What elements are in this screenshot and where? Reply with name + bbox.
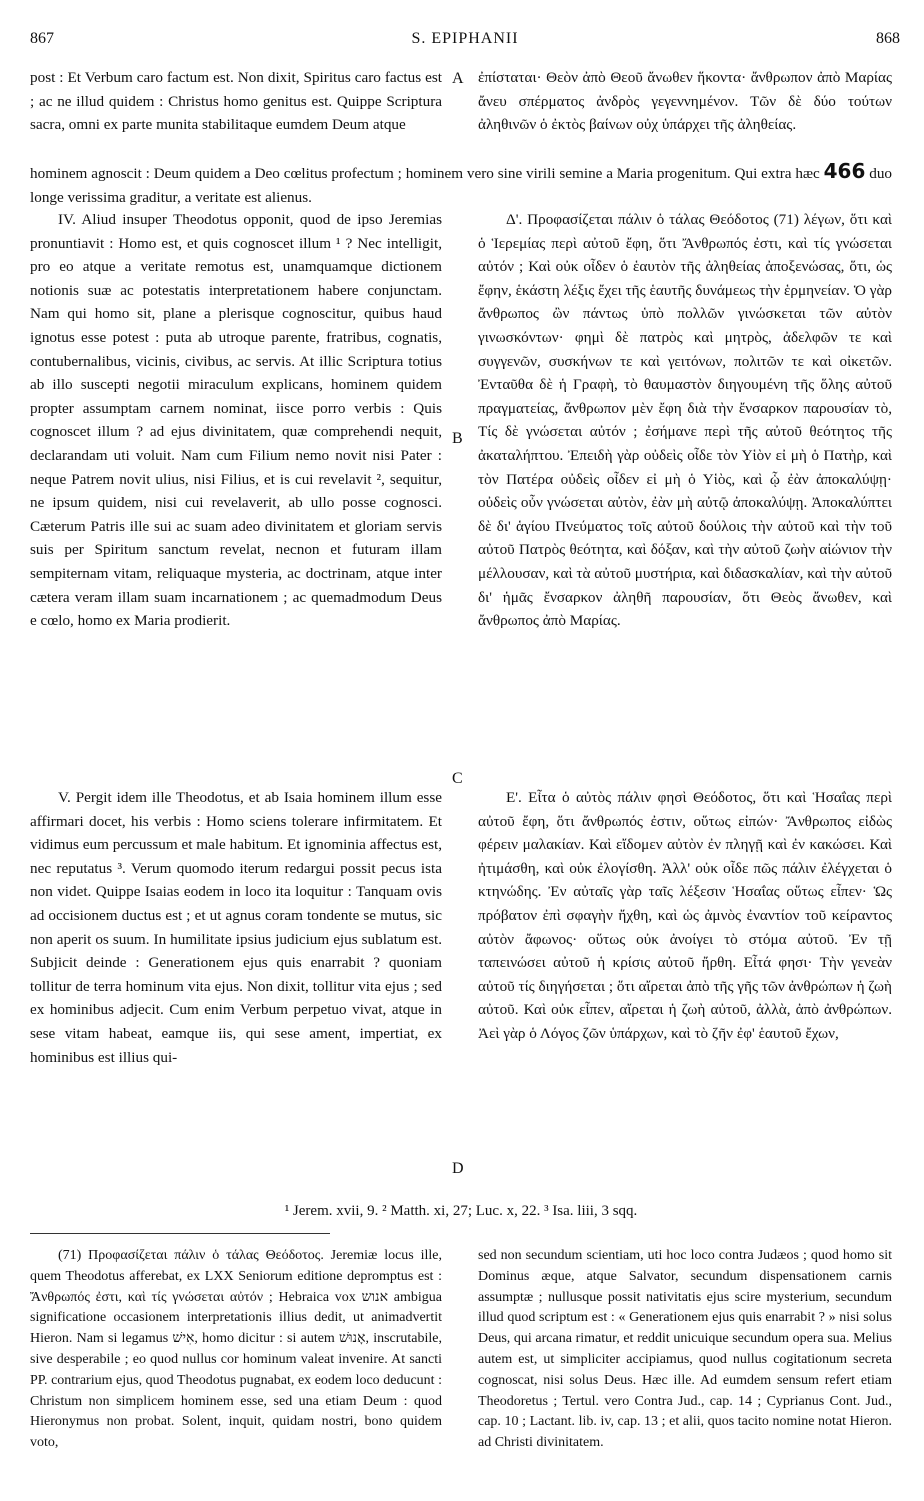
running-title: S. EPIPHANII [411,30,519,47]
latin-section-4-paragraph: IV. Aliud insuper Theodotus opponit, quod de ipso Jeremias pronuntiavit : Homo est, et quis cognoscet illum ¹ ? Nec intelligit, pro eo atque a veritate remotus est, unamquamque dictionem notionis suæ ac potestatis interpretationem habere conjunctam. Nam qui homo sit, plane a plerisque cognoscitur, quibus haud ignotus esse potest : puta ab utroque parente, fratribus, cognatis, contubernalibus, vicinis, civibus, ac servis. At illic Scriptura totius ab illo suscepti negotii miraculum explicans, hominem quidem propter assumptam carnem nominat, iisce porro verbis : Quis cognoscet illum ? ad ejus divinitatem, quæ comprehendi nequit, declarandam uti voluit. Nam cum Filium nemo novit nisi Pater : neque Patrem novit ulius, nisi Filius, et is cui revelavit ², sequitur, ne ipsum quidem, nisi cui revelaverit, ab ullo posse cognosci. Cæterum Patris ille sui ac suam adeo divinitatem et gloriam servis suis per Spiritum sanctum revelat, necnon et futuram illam sempiternam vitam, reliquaque mysteria, ac doctrinam, atque inter cætera veram illam suam incarnationem ; ac quemadmodum Deus e cœlo, homo ex Maria prodierit. [30,211,442,630]
page-number-left: 867 [30,30,54,47]
page-number-right: 868 [876,30,900,47]
greek-section-4 [478,208,892,633]
editor-note-left [30,1246,442,1454]
greek-top-text [478,66,892,137]
scripture-footnotes: ¹ Jerem. xvii, 9. ² Matth. xi, 27; Luc. x, 22. ³ Isa. liii, 3 sqq. [284,1203,638,1219]
greek-section-5 [478,786,892,1046]
greek-section-5-paragraph: Ε'. Εἶτα ὁ αὐτὸς πάλιν φησὶ Θεόδοτος, ὅτι καὶ Ἡσαΐας περὶ αὐτοῦ ἔφη, ὅτι ἄνθρωπός ἐστιν, οὕτως εἰπών· Ἄνθρωπος εἰδὼς φέρειν μαλακίαν. Καὶ εἴδομεν αὐτὸν ἐν πληγῇ καὶ ἐν κακώσει. Καὶ ἠτιμάσθη, καὶ οὐκ ἐλογίσθη. Ἀλλ' οὐκ οἶδε πῶς πάλιν ἐλέγχεται ὁ κτηνώδης. Ἐν αὐταῖς γὰρ ταῖς λέξεσιν Ἡσαΐας οὕτως εἶπεν· Ὡς πρόβατον ἐπὶ σφαγὴν ἤχθη, καὶ ὡς ἀμνὸς ἐναντίον τοῦ κείραντος αὐτὸν ἄφωνος· οὕτως οὐκ ἀνοίγει τὸ στόμα αὐτοῦ. Ἐν τῇ ταπεινώσει αὐτοῦ ἡ κρίσις αὐτοῦ ἤρθη. Εἶτά φησι· Τὴν γενεὰν αὐτοῦ τίς διηγήσεται ; ὅτι αἴρεται ἀπὸ τῆς γῆς τῶν ἀνθρώπων ἡ ζωὴ αὐτοῦ. Καὶ οὐκ εἶπεν, αἴρεται ἡ ζωὴ αὐτοῦ, ἀλλὰ, ἀπὸ ἀνθρώπων. Ἀεὶ γὰρ ὁ Λόγος ζῶν ὑπάρχων, καὶ τὸ ζῆν ἐφ' ἑαυτοῦ ἔχων, [478,789,892,1042]
greek-top-paragraph: ἐπίσταται· Θεὸν ἀπὸ Θεοῦ ἄνωθεν ἥκοντα· ἄνθρωπον ἀπὸ Μαρίας ἄνευ σπέρματος ἀνδρὸς γεγεννημένον. Τῶν δὲ δύο τούτων ἀληθινῶν ὁ ἐκτὸς βαίνων οὐχ ὑπάρχει τῆς ἀληθείας. [478,69,892,134]
latin-section-4 [30,208,442,633]
full-width-line [30,160,892,209]
margin-letter-b: B [452,430,463,447]
full-line-before: hominem agnoscit : Deum quidem a Deo cœlitus profectum ; hominem vero sine virili semine a Maria progenitum. Qui extra hæc [30,165,820,182]
latin-section-5 [30,786,442,1069]
greek-section-4-paragraph: Δ'. Προφασίζεται πάλιν ὁ τάλας Θεόδοτος (71) λέγων, ὅτι καὶ ὁ Ἱερεμίας περὶ αὐτοῦ ἔφη, ὅτι Ἄνθρωπός ἐστι, καὶ τίς γνώσεται αὐτόν ; Καὶ οὐκ οἶδεν ὁ ἑαυτὸν τῆς ἀληθείας ἀποξενώσας, ὅτι, ὡς ἔφην, ἑκάστη λέξις ἔχει τῆς ἑαυτῆς δυνάμεως τὴν ἑρμηνείαν. Ὁ γὰρ ἄνθρωπος ὢν πάντως ὑπὸ πολλῶν γινώσκεται τῶν αὐτὸν γινωσκόντων· φημὶ δὲ πατρὸς καὶ μητρὸς, ἀδελφῶν τε καὶ συγγενῶν, συσκήνων τε καὶ γειτόνων, πολιτῶν τε καὶ οἰκετῶν. Ἐνταῦθα δὲ ἡ Γραφὴ, τὸ θαυμαστὸν διηγουμένη τῆς ὅλης αὐτοῦ πραγματείας, ἄνθρωπον μὲν ἔφη διὰ τὴν ἔνσαρκον παρουσίαν τὸ, Τίς δὲ γνώσεται αὐτόν ; ἐσήμανε περὶ τῆς αὐτοῦ θεότητος τῆς ἀκαταλήπτου. Ἐπειδὴ γὰρ οὐδεὶς οἶδε τὸν Υἱὸν εἰ μὴ ὁ Πατὴρ, καὶ τὸν Πατέρα οὐδεὶς οἶδεν εἰ μὴ ὁ Υἱὸς, καὶ ᾧ ἐὰν ἀποκαλύψῃ· οὐδεὶς οὖν γνώσεται αὐτὸν, ἐὰν μὴ αὐτῷ ἀποκαλύψῃ. Ἀποκαλύπτει δὲ δι' ἁγίου Πνεύματος τοῖς αὐτοῦ δούλοις τὴν αὐτοῦ καὶ τὴν τοῦ αὐτοῦ Πατρὸς θεότητα, καὶ δόξαν, καὶ τὴν αὐτοῦ ζωὴν αἰώνιον τὴν μέλλουσαν, καὶ τὰ αὐτοῦ μυστήρια, καὶ διδασκαλίαν, καὶ τὴν αὐτοῦ δι' ἡμᾶς ἔνσαρκον ἀληθῆ παρουσίαν, ὅτι Θεὸς ἄνωθεν, καὶ ἄνθρωπος ἀπὸ Μαρίας. [478,211,892,630]
margin-letter-a: A [452,70,464,87]
latin-top-text [30,66,442,137]
column-number: 466 [823,159,866,183]
editor-note-right-paragraph: sed non secundum scientiam, uti hoc loco contra Judæos ; quod homo sit Dominus æque, atque Salvator, secundum dispensationem carnis assumptæ ; nullusque possit nativitatis ejus scire mysterium, secundum illud quod scriptum est : « Generationem ejus quis enarrabit ? » nisi solus Deus, qui arcana rimatur, et reddit unicuique secundum opera sua. Melius autem est, ut simpliciter accipiamus, quod nullus cogitationum secreta cognoscat, nisi solus Deus. Hæc ille. Ad eumdem sensum refert etiam Theodoretus ; Tertul. vero Contra Jud., cap. 14 ; Cyprianus Cont. Jud., cap. 10 ; Lactant. lib. iv, cap. 13 ; et alii, quos tacito nomine notat Hieron. ad Christi divinitatem. [478,1248,892,1451]
full-line-after: duo longe verissima graditur, a veritate est alienus. [30,165,893,206]
editor-note-right [478,1246,892,1454]
page-header [30,30,900,56]
margin-letter-d: D [452,1160,464,1177]
latin-section-5-paragraph: V. Pergit idem ille Theodotus, et ab Isaia hominem illum esse affirmari docet, his verbis : Homo sciens tolerare infirmitatem. Et vidimus eum percussum et male habitum. Et ignominia affectus est, nec reputatus ³. Verum quomodo iterum redargui possit pecus ista non videt. Quippe Isaias eodem in loco ita loquitur : Tanquam ovis ad occisionem ductus est ; et ut agnus coram tondente se mutus, sic non aperit os suum. In humilitate ipsius judicium ejus sublatum est. Subjicit deinde : Generationem ejus quis enarrabit ? quoniam tollitur de terra hominum vita ejus. Non dixit, tollitur vita ejus ; sed ex hominibus adjecit. Cum enim Verbum perpetuo vivat, atque in sese vitam habeat, eamque iis, qui sese ament, impertiat, ex hominibus est illius qui- [30,789,442,1066]
footnote-divider [30,1233,330,1234]
editor-note-left-paragraph: (71) Προφασίζεται πάλιν ὁ τάλας Θεόδοτος. Jeremiæ locus ille, quem Theodotus afferebat, ex LXX Seniorum editione depromptus est : Ἄνθρωπός ἐστι, καὶ τίς γνώσεται αὐτόν ; Hebraica vox אנוש ambigua significatione occasionem interpretationis illius dedit, ut animadvertit Hieron. Nam si legamus אִישׁ, homo dicitur : si autem אָנוּשׁ, inscrutabile, sive desperabile ; eo quod nullus cor hominum valeat invenire. At sancti PP. contrarium ejus, quod Theodotus pugnabat, ex eodem loco deducunt : Christum non simplicem hominem esse, sed una etiam Deum : quod Hieronymus non probat. Solent, inquit, quidam nostri, bono quidem voto, [30,1248,443,1451]
latin-top-paragraph: post : Et Verbum caro factum est. Non dixit, Spiritus caro factus est ; ac ne illud quidem : Christus homo genitus est. Quippe Scriptura sacra, omni ex parte munita stabilitaque eumdem Deum atque [30,69,442,134]
margin-letter-c: C [452,770,463,787]
